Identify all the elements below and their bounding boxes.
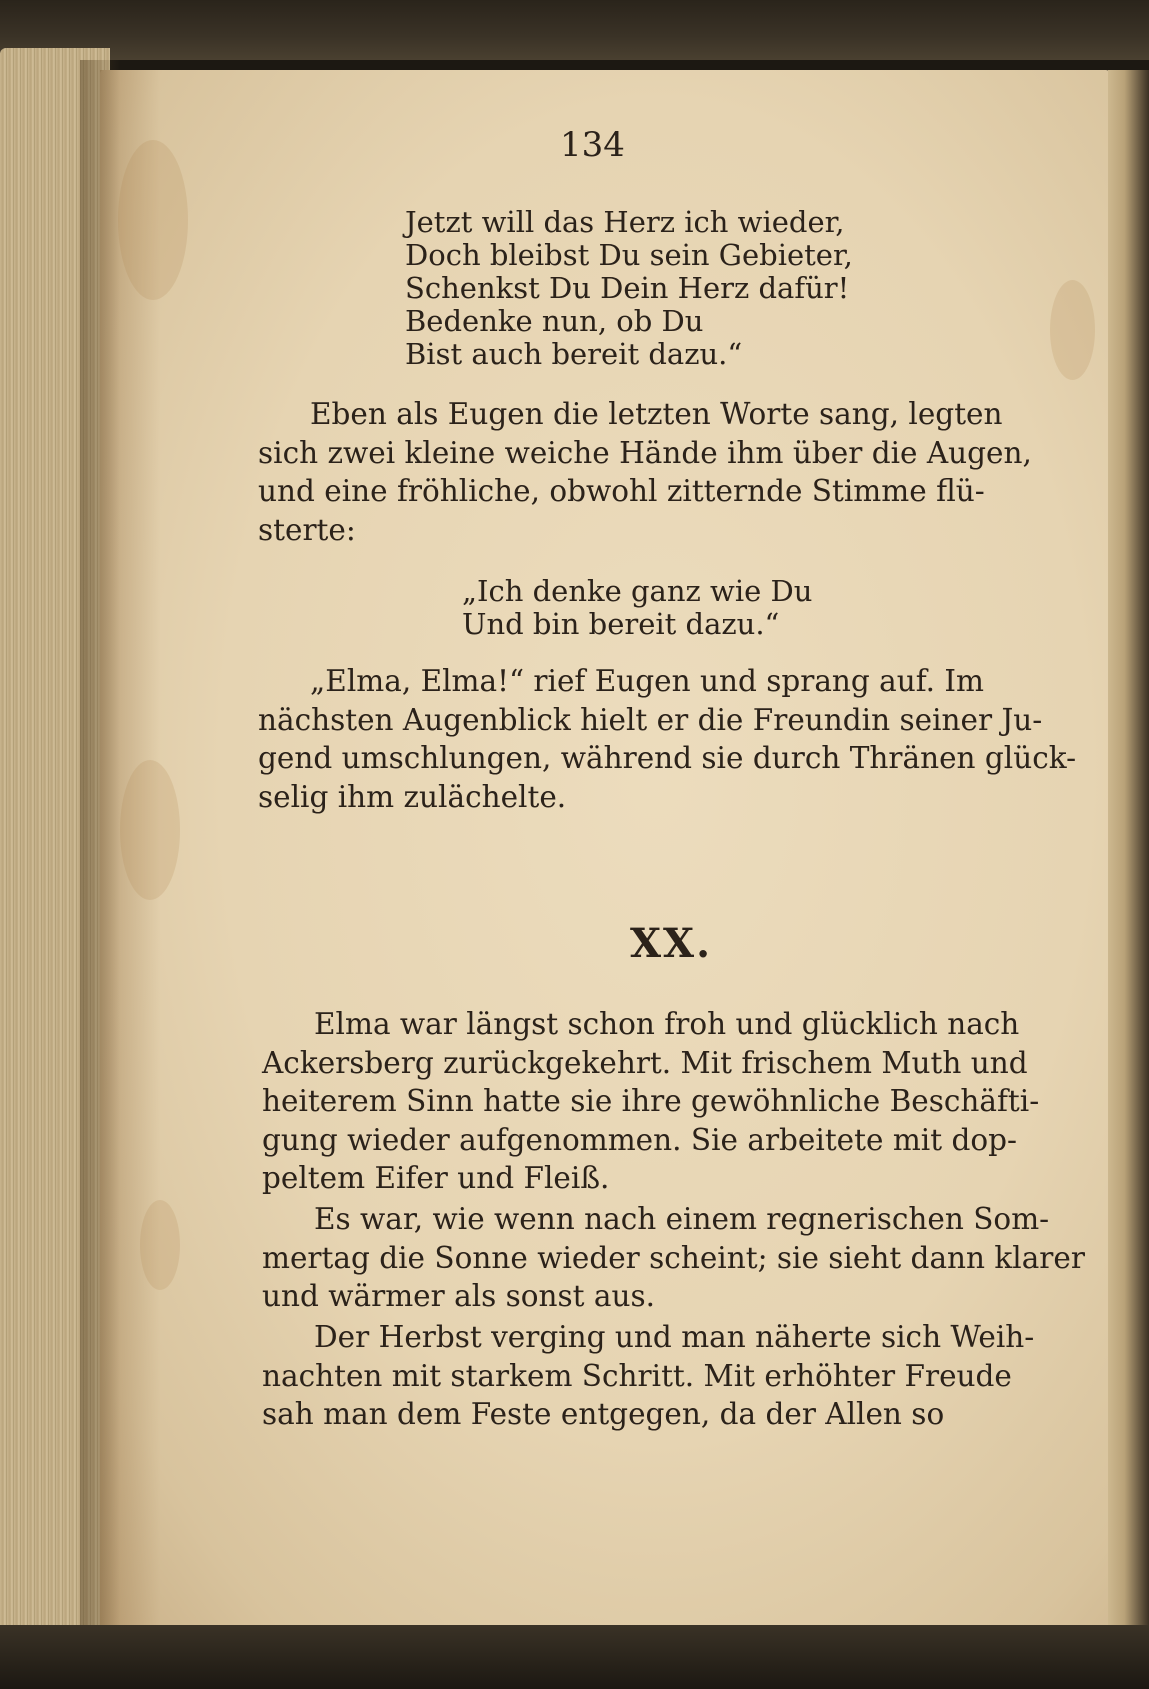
- page-edge-right: [1108, 70, 1149, 1630]
- verse-block: [405, 206, 853, 371]
- paragraph-line: heiterem Sinn hatte sie ihre gewöhnliche Beschäfti-: [262, 1084, 1040, 1118]
- paper-stain: [1050, 280, 1095, 380]
- paragraph-line: gend umschlungen, während sie durch Thränen glück-: [258, 741, 1077, 775]
- chapter-heading: XX.: [630, 920, 712, 967]
- verse-line: Und bin bereit dazu.“: [462, 607, 780, 641]
- verse-line: Doch bleibst Du sein Gebieter,: [405, 238, 853, 272]
- paragraph: [258, 395, 1032, 549]
- verse-line: Jetzt will das Herz ich wieder,: [405, 205, 845, 239]
- paragraph-line: Der Herbst verging und man näherte sich Weih-: [314, 1320, 1035, 1354]
- paragraph-line: sich zwei kleine weiche Hände ihm über die Augen,: [258, 435, 1032, 470]
- verse-line: Bedenke nun, ob Du: [405, 304, 704, 338]
- paragraph-line: „Elma, Elma!“ rief Eugen und sprang auf. Im: [310, 664, 985, 698]
- paragraph-line: Es war, wie wenn nach einem regnerischen Som-: [314, 1202, 1050, 1236]
- paragraph: [262, 1200, 1085, 1316]
- binding-shadow: [80, 60, 120, 1630]
- paragraph-line: nachten mit starkem Schritt. Mit erhöhter Freude: [262, 1358, 1012, 1393]
- book-binding-bottom: [0, 1625, 1149, 1689]
- verse-line: Bist auch bereit dazu.“: [405, 337, 743, 371]
- paper-stain: [120, 760, 180, 900]
- paragraph-line: und wärmer als sonst aus.: [262, 1279, 656, 1313]
- verse-block: [462, 575, 812, 641]
- paragraph-line: Ackersberg zurückgekehrt. Mit frischem Muth und: [262, 1045, 1028, 1080]
- paragraph-line: selig ihm zulächelte.: [258, 779, 567, 814]
- paragraph-line: und eine fröhliche, obwohl zitternde Stimme flü-: [258, 474, 985, 508]
- paragraph: [262, 1318, 1034, 1434]
- paragraph-line: nächsten Augenblick hielt er die Freundin seiner Ju-: [258, 702, 1043, 737]
- verse-line: Schenkst Du Dein Herz dafür!: [405, 271, 850, 305]
- paragraph-line: sah man dem Feste entgegen, da der Allen so: [262, 1397, 945, 1431]
- page-number: 134: [560, 125, 625, 165]
- book-binding-top: [0, 0, 1149, 60]
- paragraph-line: Elma war längst schon froh und glücklich nach: [314, 1007, 1020, 1041]
- paragraph: [262, 1005, 1039, 1198]
- verse-line: „Ich denke ganz wie Du: [462, 574, 813, 608]
- paragraph: [258, 662, 1076, 816]
- paragraph-line: peltem Eifer und Fleiß.: [262, 1161, 610, 1195]
- paragraph-line: gung wieder aufgenommen. Sie arbeitete mit dop-: [262, 1122, 1017, 1157]
- paper-stain: [140, 1200, 180, 1290]
- paragraph-line: Eben als Eugen die letzten Worte sang, legten: [310, 397, 1003, 431]
- paper-stain: [118, 140, 188, 300]
- paragraph-line: mertag die Sonne wieder scheint; sie sieht dann klarer: [262, 1240, 1085, 1275]
- paragraph-line: sterte:: [258, 512, 356, 547]
